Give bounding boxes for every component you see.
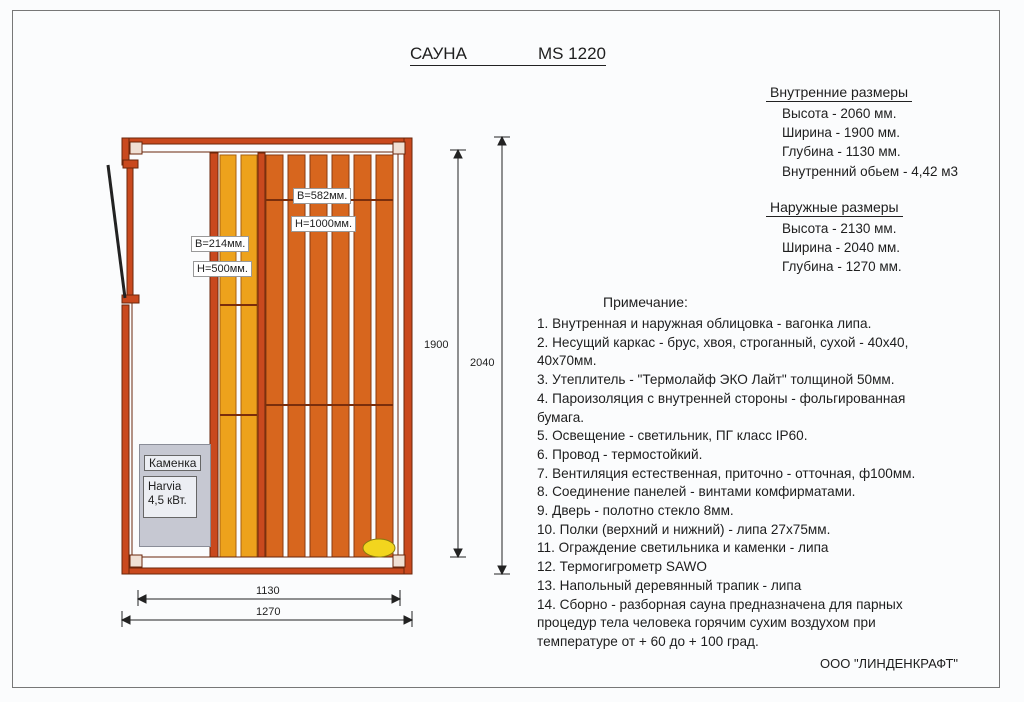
heater-spec	[143, 476, 197, 518]
upper-bench-width: B=582мм.	[293, 188, 351, 204]
heater-model: Harvia	[148, 481, 182, 493]
dim-outer-depth: 1270	[256, 606, 281, 618]
outer-height: Высота - 2130 мм.	[782, 221, 897, 236]
lower-bench	[220, 155, 257, 557]
outer-width: Ширина - 2040 мм.	[782, 240, 901, 256]
inner-dims-list	[782, 104, 958, 181]
outer-depth: Глубина - 1270 мм.	[782, 259, 902, 275]
note-line: 13. Напольный деревянный трапик - липа	[537, 577, 802, 593]
note-line: 12. Термогигрометр SAWO	[537, 559, 707, 575]
note-line: 40х70мм.	[537, 353, 597, 369]
note-line: бумага.	[537, 409, 585, 425]
note-line: 5. Освещение - светильник, ПГ класс IP60.	[537, 428, 808, 444]
notes-list	[537, 315, 987, 652]
door	[108, 160, 139, 303]
inner-volume: Внутренний обьем - 4,42 м3	[782, 163, 959, 179]
inner-dims-heading: Внутренние размеры	[766, 84, 912, 102]
note-line: 8. Соединение панелей - винтами комфирматами.	[537, 484, 856, 500]
note-line: процедур тела человека горячим сухим воздухом при	[537, 615, 876, 631]
dim-inner-width: 1900	[424, 339, 449, 351]
note-line: 11. Ограждение светильника и каменки - липа	[537, 540, 829, 556]
note-line: 9. Дверь - полотно стекло 8мм.	[537, 503, 734, 519]
dim-outer-width: 2040	[470, 357, 495, 369]
company-name: ООО "ЛИНДЕНКРАФТ"	[820, 656, 959, 671]
note-line: 3. Утеплитель - "Термолайф ЭКО Лайт" толщиной 50мм.	[537, 372, 895, 388]
outer-dims-list	[782, 219, 902, 277]
heater-power: 4,5 кВт.	[148, 495, 187, 507]
note-line: 4. Пароизоляция с внутренней стороны - фольгированная	[537, 390, 906, 406]
lower-bench-height: H=500мм.	[193, 261, 252, 277]
note-line: 14. Сборно - разборная сауна предназначена для парных	[537, 596, 903, 612]
inner-width: Ширина - 1900 мм.	[782, 125, 901, 141]
inner-height: Высота - 2060 мм.	[782, 106, 897, 121]
note-line: 10. Полки (верхний и нижний) - липа 27х75мм.	[537, 521, 831, 537]
inner-depth: Глубина - 1130 мм.	[782, 144, 901, 160]
title-model: MS 1220	[537, 44, 606, 63]
dim-inner-depth: 1130	[256, 585, 280, 597]
notes-heading: Примечание:	[603, 294, 688, 310]
heater-label: Каменка	[144, 455, 201, 471]
outer-dims-heading: Наружные размеры	[766, 199, 903, 217]
note-line: 2. Несущий каркас - брус, хвоя, строганный, сухой - 40х40,	[537, 334, 909, 350]
note-line: 1. Внутренная и наружная облицовка - вагонка липа.	[537, 316, 872, 331]
note-line: 6. Провод - термостойкий.	[537, 446, 703, 462]
note-line: температуре от + 60 до + 100 град.	[537, 633, 759, 649]
lamp-icon	[363, 539, 395, 557]
note-line: 7. Вентиляция естественная, приточно - отточная, ф100мм.	[537, 465, 916, 481]
title-name: САУНА	[410, 44, 467, 63]
upper-bench-height: H=1000мм.	[291, 216, 356, 232]
lower-bench-width: B=214мм.	[191, 236, 249, 252]
